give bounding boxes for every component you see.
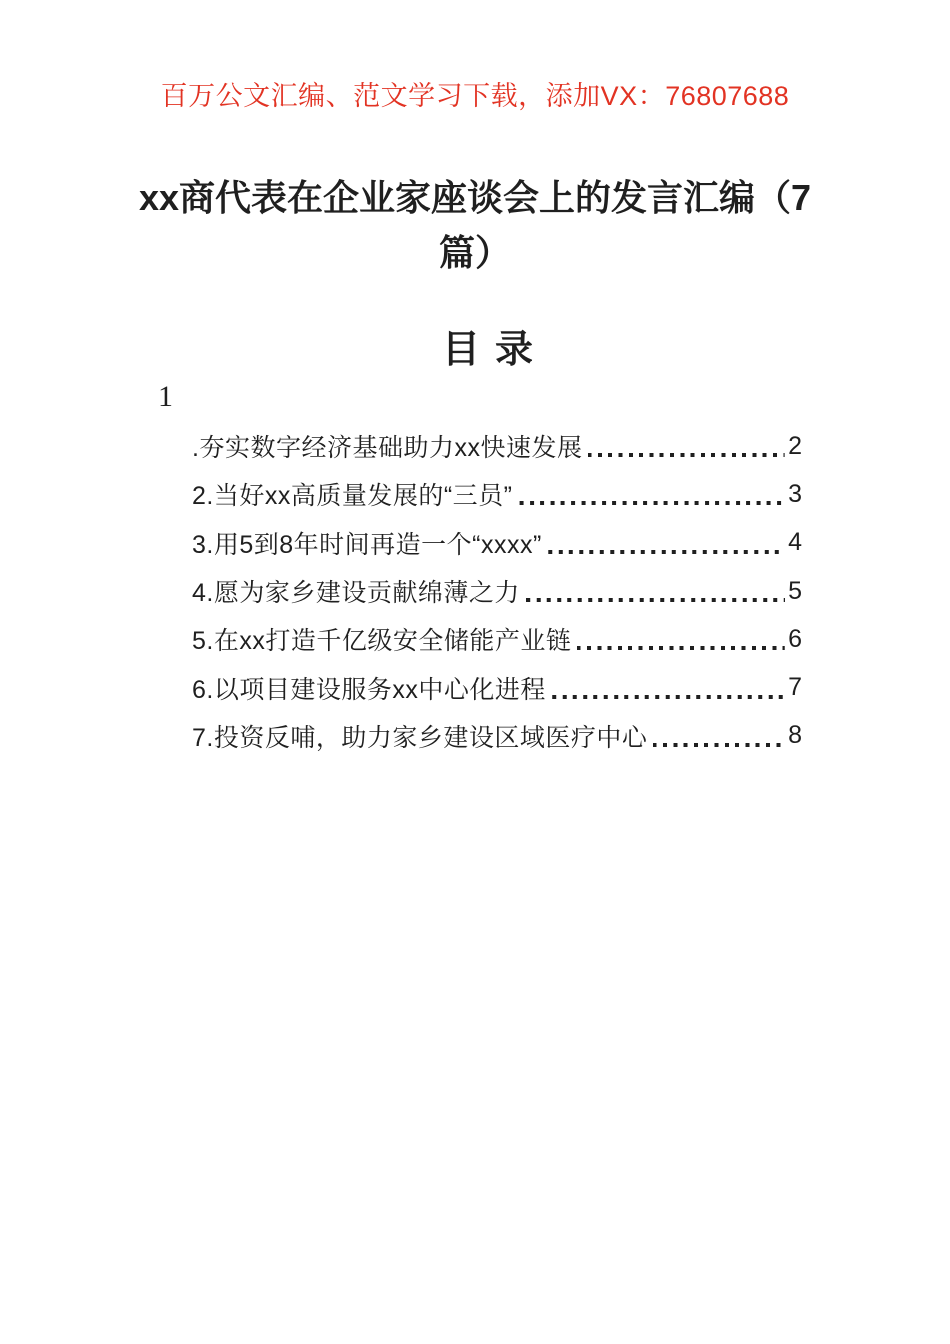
toc-entry xyxy=(192,567,802,615)
toc-list xyxy=(192,422,802,760)
toc-entry-label: 2.当好xx高质量发展的“三员” xyxy=(192,482,513,511)
toc-entry-label: 4.愿为家乡建设贡献绵薄之力 xyxy=(192,579,520,608)
promo-notice: 百万公文汇编、范文学习下载，添加VX：76807688 xyxy=(160,81,790,111)
toc-dot-leader xyxy=(519,501,786,505)
toc-entry-page: 2 xyxy=(788,431,802,460)
toc-dot-leader xyxy=(548,550,785,554)
toc-entry-label: 5.在xx打造千亿级安全储能产业链 xyxy=(192,627,572,656)
toc-entry-page: 4 xyxy=(788,528,802,557)
toc-dot-leader xyxy=(552,695,785,699)
toc-heading xyxy=(0,330,950,370)
toc-dot-leader xyxy=(526,598,785,602)
toc-entry-label: 3.用5到8年时间再造一个“xxxx” xyxy=(192,530,542,559)
toc-entry-page: 3 xyxy=(788,479,802,508)
document-title: xx商代表在企业家座谈会上的发言汇编（7篇） xyxy=(138,177,812,273)
toc-entry xyxy=(192,712,802,760)
toc-entry-page: 5 xyxy=(788,576,802,605)
toc-entry-label: .夯实数字经济基础助力xx快速发展 xyxy=(192,434,583,463)
stray-number: 1 xyxy=(158,380,173,413)
toc-entry xyxy=(192,663,802,711)
toc-entry-label: 7.投资反哺，助力家乡建设区域医疗中心 xyxy=(192,723,648,752)
toc-dot-leader xyxy=(577,646,785,650)
toc-entry-page: 7 xyxy=(788,673,802,702)
toc-entry-page: 8 xyxy=(788,721,802,750)
toc-heading-text: 目录 xyxy=(441,329,548,371)
toc-entry xyxy=(192,519,802,567)
toc-entry-label: 6.以项目建设服务xx中心化进程 xyxy=(192,675,546,704)
toc-entry xyxy=(192,470,802,518)
toc-dot-leader xyxy=(653,743,785,747)
toc-entry-page: 6 xyxy=(788,624,802,653)
toc-dot-leader xyxy=(588,453,785,457)
toc-entry xyxy=(192,422,802,470)
toc-entry xyxy=(192,615,802,663)
